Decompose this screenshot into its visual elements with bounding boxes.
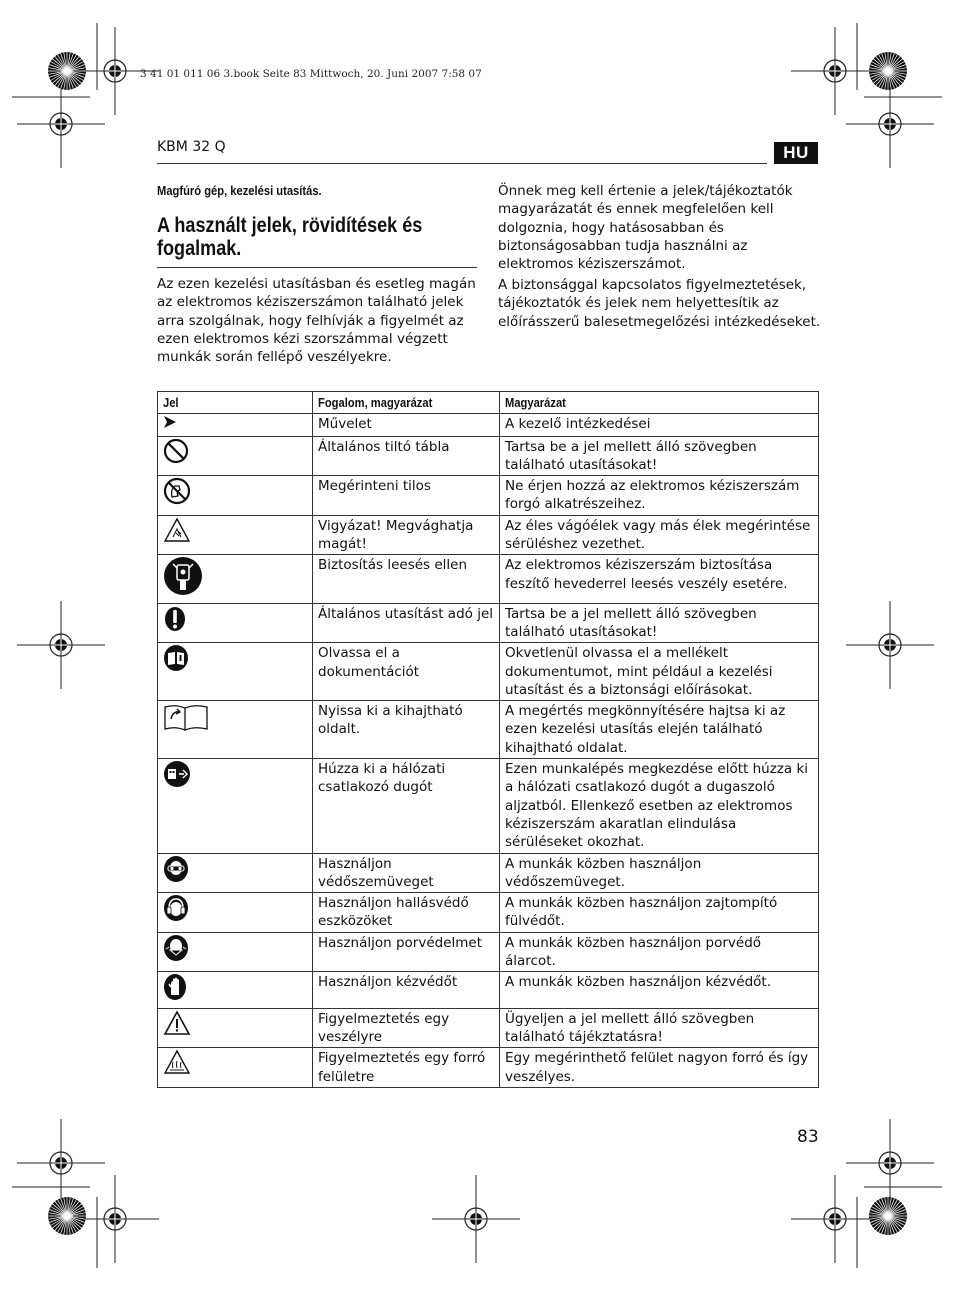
table-row — [158, 555, 819, 603]
table-row — [158, 853, 819, 893]
registration-target-icon — [432, 1175, 520, 1263]
document-subtitle: Magfúró gép, kezelési utasítás. — [157, 183, 322, 198]
gloves-icon — [163, 973, 307, 1006]
page-number: 83 — [797, 1127, 819, 1147]
warning-triangle-icon — [163, 1010, 307, 1041]
table-header-row — [158, 392, 819, 414]
symbol-cell — [158, 643, 313, 701]
symbol-cell — [158, 555, 313, 603]
table-row — [158, 603, 819, 643]
symbols-table — [157, 391, 819, 1088]
explanation-cell: Tartsa be a jel mellett álló szövegben található utasításokat! — [500, 603, 819, 643]
registration-target-icon — [17, 1119, 105, 1207]
symbol-cell — [158, 414, 313, 436]
term-cell: Használjon kézvédőt — [313, 972, 500, 1008]
explanation-cell: Ügyeljen a jel mellett álló szövegben található tájékztatásra! — [500, 1008, 819, 1048]
term-cell: Vigyázat! Megvághatja magát! — [313, 515, 500, 555]
table-row — [158, 1048, 819, 1088]
open-foldout-icon — [163, 702, 307, 737]
explanation-cell: Az elektromos kéziszerszám biztosítása feszítő hevederrel leesés veszély esetére. — [500, 555, 819, 603]
registration-target-icon — [17, 80, 105, 168]
table-row — [158, 414, 819, 436]
intro-paragraph: Az ezen kezelési utasításban és esetleg magán az elektromos kéziszerszámon található jelek arra szolgálnak, hogy felhívják a figyelmét az ezen elektromos kézi szorszámmal végzett munkák során fellépő veszélyekre. — [157, 276, 476, 366]
symbol-cell — [158, 701, 313, 759]
table-row — [158, 1008, 819, 1048]
symbol-cell — [158, 476, 313, 516]
registration-target-icon — [846, 80, 934, 168]
mandatory-action-icon — [163, 605, 307, 638]
explanation-cell: A munkák közben használjon porvédő álarcot. — [500, 932, 819, 972]
table-row — [158, 643, 819, 701]
cut-hazard-icon — [163, 517, 307, 548]
term-cell: Megérinteni tilos — [313, 476, 500, 516]
symbol-cell — [158, 893, 313, 933]
starburst-icon — [48, 1197, 86, 1235]
table-row — [158, 515, 819, 555]
registration-target-icon — [791, 27, 879, 115]
dust-mask-icon — [163, 934, 307, 967]
safety-goggles-icon — [163, 855, 307, 888]
starburst-icon — [869, 52, 907, 90]
term-cell: Művelet — [313, 414, 500, 436]
table-row — [158, 893, 819, 933]
term-cell: Figyelmeztetés egy forró felületre — [313, 1048, 500, 1088]
explanation-cell: Ezen munkalépés megkezdése előtt húzza ki a hálózati csatlakozó dugót a dugaszoló aljzatból. Ellenkező esetben az elektromos kéziszerszám akaratlan elindulása sérüléseket okozhat. — [500, 759, 819, 853]
prohibition-sign-icon — [163, 438, 307, 469]
arrow-bullet-icon — [163, 415, 307, 434]
table-row — [158, 436, 819, 476]
symbol-cell — [158, 1048, 313, 1088]
symbol-cell — [158, 515, 313, 555]
explanation-cell: A munkák közben használjon védőszemüveget. — [500, 853, 819, 893]
table-row — [158, 932, 819, 972]
starburst-icon — [48, 52, 86, 90]
term-cell: Általános tiltó tábla — [313, 436, 500, 476]
explanation-cell: A kezelő intézkedései — [500, 414, 819, 436]
table-row — [158, 701, 819, 759]
starburst-icon — [869, 1197, 907, 1235]
table-row — [158, 476, 819, 516]
symbol-cell — [158, 972, 313, 1008]
symbol-cell — [158, 853, 313, 893]
term-cell: Húzza ki a hálózati csatlakozó dugót — [313, 759, 500, 853]
registration-target-icon — [791, 1175, 879, 1263]
explanation-cell: Egy megérinthető felület nagyon forró és így veszélyes. — [500, 1048, 819, 1088]
explanation-cell: Ne érjen hozzá az elektromos kéziszerszám forgó alkatrészeihez. — [500, 476, 819, 516]
explanation-cell: Okvetlenül olvassa el a mellékelt dokumentumot, mint például a kezelési utasítást és a biztonsági előírásokat. — [500, 643, 819, 701]
term-cell: Biztosítás leesés ellen — [313, 555, 500, 603]
do-not-touch-icon — [163, 477, 307, 510]
table-row — [158, 972, 819, 1008]
explanation-cell: A munkák közben használjon zajtompító fülvédőt. — [500, 893, 819, 933]
ear-protection-icon — [163, 894, 307, 927]
header-divider — [157, 163, 767, 164]
term-cell: Használjon porvédelmet — [313, 932, 500, 972]
read-manual-icon — [163, 644, 307, 677]
registration-target-icon — [17, 601, 105, 689]
understand-paragraph: Önnek meg kell értenie a jelek/tájékoztatók magyarázatát és ennek megfelelően kell dolgoznia, hogy hatásosabban és biztonságosabban tudja használni az elektromos kéziszerszámot. — [498, 183, 793, 273]
safety-paragraph: A biztonsággal kapcsolatos figyelmeztetések, tájékoztatók és jelek nem helyettesítik az előírásszerű balesetmegelőzési intézkedéseket. — [498, 277, 821, 330]
print-info: 3 41 01 011 06 3.book Seite 83 Mittwoch, 20. Juni 2007 7:58 07 — [140, 68, 482, 80]
safety-strap-icon — [163, 556, 307, 601]
unplug-icon — [163, 760, 307, 793]
language-badge: HU — [774, 142, 818, 164]
term-cell: Figyelmeztetés egy veszélyre — [313, 1008, 500, 1048]
table-row — [158, 759, 819, 853]
explanation-cell: Tartsa be a jel mellett álló szövegben található utasításokat! — [500, 436, 819, 476]
symbol-cell — [158, 759, 313, 853]
term-cell: Olvassa el a dokumentációt — [313, 643, 500, 701]
registration-target-icon — [846, 601, 934, 689]
column-header-term: Fogalom, magyarázat — [313, 392, 500, 414]
term-cell: Általános utasítást adó jel — [313, 603, 500, 643]
symbol-cell — [158, 603, 313, 643]
explanation-cell: A munkák közben használjon kézvédőt. — [500, 972, 819, 1008]
registration-target-icon — [846, 1119, 934, 1207]
term-cell: Használjon védőszemüveget — [313, 853, 500, 893]
term-cell: Nyissa ki a kihajtható oldalt. — [313, 701, 500, 759]
explanation-cell: A megértés megkönnyítésére hajtsa ki az ezen kezelési utasítás elején található kihajtható oldalat. — [500, 701, 819, 759]
model-name: KBM 32 Q — [157, 139, 226, 155]
symbol-cell — [158, 1008, 313, 1048]
column-header-symbol: Jel — [158, 392, 313, 414]
section-title: A használt jelek, rövidítések és fogalmak. — [157, 214, 423, 260]
symbol-cell — [158, 932, 313, 972]
symbol-cell — [158, 436, 313, 476]
column-header-explanation: Magyarázat — [500, 392, 819, 414]
explanation-cell: Az éles vágóélek vagy más élek megérintése sérüléshez vezethet. — [500, 515, 819, 555]
title-divider — [157, 267, 477, 268]
hot-surface-icon — [163, 1049, 307, 1080]
term-cell: Használjon hallásvédő eszközöket — [313, 893, 500, 933]
